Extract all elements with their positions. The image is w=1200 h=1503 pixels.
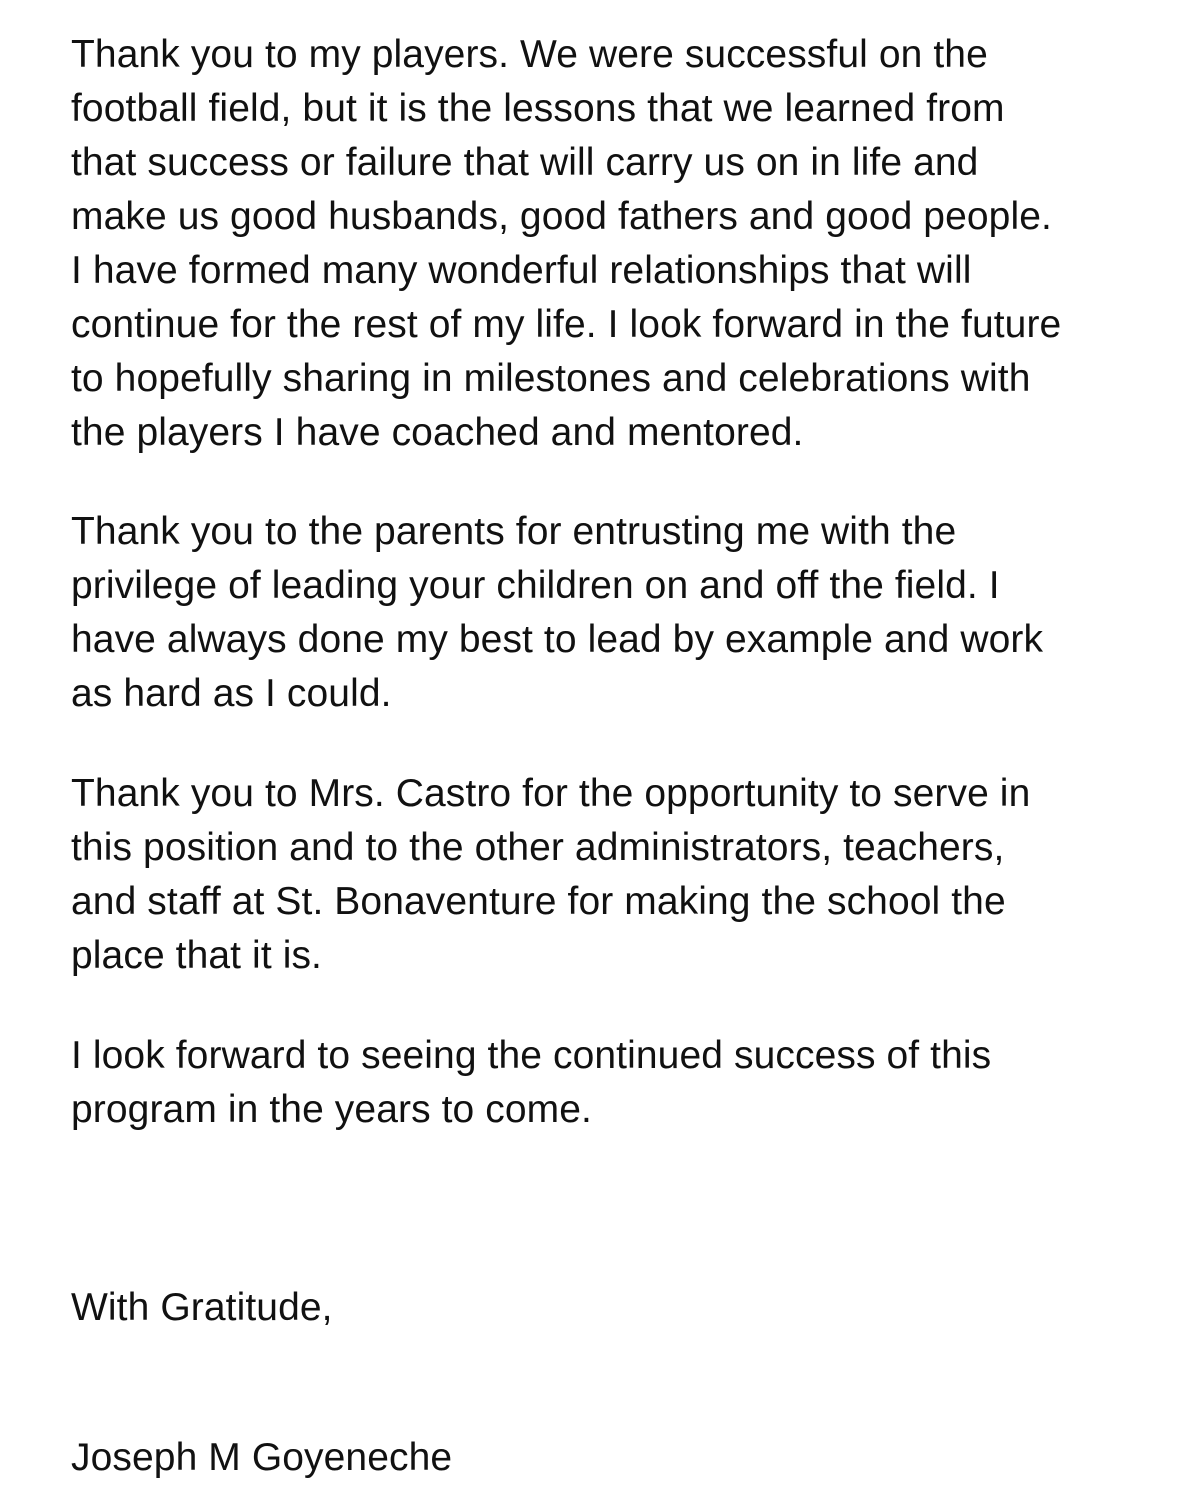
text-line: privilege of leading your children on and off the field. I (71, 564, 1000, 607)
text-line: to hopefully sharing in milestones and celebrations with (71, 357, 1031, 400)
paragraph-future (71, 1029, 991, 1137)
text-line: Thank you to my players. We were successful on the (71, 33, 988, 76)
text-line: Thank you to Mrs. Castro for the opportunity to serve in (71, 772, 1031, 815)
text-line: Thank you to the parents for entrusting me with the (71, 510, 957, 553)
text-line: the players I have coached and mentored. (71, 411, 804, 454)
text-line: place that it is. (71, 934, 322, 977)
paragraph-players (71, 28, 1061, 460)
letter-closing: With Gratitude, (71, 1286, 333, 1329)
text-line: and staff at St. Bonaventure for making the school the (71, 880, 1006, 923)
text-line: this position and to the other administrators, teachers, (71, 826, 1005, 869)
text-line: football field, but it is the lessons that we learned from (71, 87, 1005, 130)
text-line: program in the years to come. (71, 1088, 592, 1131)
text-line: have always done my best to lead by example and work (71, 618, 1044, 661)
text-line: continue for the rest of my life. I look forward in the future (71, 303, 1062, 346)
text-line: I look forward to seeing the continued success of this (71, 1034, 992, 1077)
text-line: I have formed many wonderful relationships that will (71, 249, 972, 292)
text-line: make us good husbands, good fathers and good people. (71, 195, 1052, 238)
paragraph-administration (71, 767, 1030, 983)
text-line: that success or failure that will carry us on in life and (71, 141, 979, 184)
text-line: as hard as I could. (71, 672, 392, 715)
paragraph-parents (71, 505, 1043, 721)
signature-name: Joseph M Goyeneche (71, 1436, 453, 1479)
